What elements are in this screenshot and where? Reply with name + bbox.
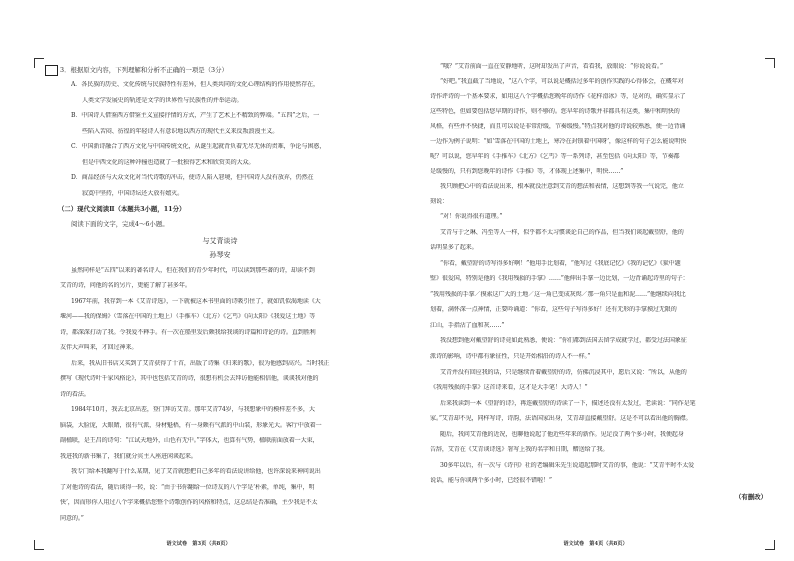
article-line: 派诗的影响，诗中都有象征性，只是开始相沿的诗人不一样。” — [430, 353, 591, 360]
article-line: 艾青的诗，问他的名的另片，更能了解了甚多年。 — [60, 282, 191, 289]
article-line: 1984年10月，我去北京出差，登门拜访艾青。那年艾青74岁，与我想象中的模样差不多，大 — [71, 406, 315, 413]
article-line: 这些特色，但如要包括您早期的诗作，则不够的。您早年的诗歌并非都具有这类，集中和明快的 — [430, 108, 680, 115]
article-line: 诗，都深深打动了我。令我爱不释手。有一次在船里发后颇我给我谈的诗篇和诗论的诗。直到胜利 — [60, 329, 316, 336]
article-line: 告辞，艾青在《艾青谈诗选》署写上我的名字和日期，赠送给了我。 — [430, 446, 609, 453]
article-line: 江山，手指沾了血和灰……” — [430, 322, 505, 329]
article-line: 《我用残损的手掌》这首诗来看，这才是大手笔！大诗人！” — [430, 384, 588, 391]
article-line: 随后，我问艾青他的近况，也聊他说起了他近些年来的新作。见足没了两个多小时，我便起身 — [440, 431, 684, 438]
article-line: 堰河——我的保姆》（雪落在中国的土地上）（手推车）（北方）《乞丐》《向太阳》《我爱这土地》等 — [60, 313, 316, 320]
article-line: 1967年前，我存到一本《艾青诗选》，一下就被这本书里面的诗吸引住了，就如饥似渴地读《大 — [71, 298, 321, 305]
article-line: “我用残损的手掌／摸索这广大的土地／这一角已变成灰烬／那一角只是血和泥……”他继续向我比 — [430, 291, 686, 298]
article-line: 友伴大声叫来，才回过神来。 — [60, 344, 138, 351]
option-b-line1: B．中国诗人借鉴西方借鉴主义宣接抒情的方式，产生了艺术上不精致的弊端。“五四”之后，一 — [71, 112, 320, 119]
article-line: 一边作为例子说明：“如‘雪落在中国的土地上，寒冷在封锁着中国呀’，像这样的句子怎么能说明快 — [430, 138, 687, 145]
option-c-line2: 但是中西文化的这种冲撞也造就了一批独得艺术和欣赏美的大众。 — [82, 159, 255, 166]
article-line: 艾青并没有回应我的话，只是继续背着戴望舒的诗，仿佛沉浸其中，愿后又说：“所以，从他的 — [440, 369, 687, 376]
article-line: 我进我的新书集了，我们就分宾主入座进闲谈起来。 — [60, 453, 197, 460]
article-line: 后来，我从旧书店又买到了艾青获得了十首，出版了诗集《归来的歌》，很为他感到高兴。当时我正 — [71, 360, 330, 367]
article-line: 副楹联，是王昌的诗句：“江试天地外，山色有无中。”字体大，也算有气势，楹联前面放着一大束， — [60, 437, 319, 444]
article-line: 了对他诗的看法，随后谈得一转，说：“由于书你翻给一位诗友的八个字是‘朴素，单纯，集中，明 — [60, 484, 315, 491]
option-d-line2: 寂寞中坚持，中国诗坛还大放有嬉灭。 — [82, 190, 184, 197]
option-d-line1: D．商品经济与大众文化对当代诗歌的冲击，使诗人陷入窘境，但中国诗人没有放弃，仍然在 — [71, 174, 314, 181]
article-title: 与艾青谈诗 — [202, 237, 238, 245]
article-line: 家。”艾青却不见，同样写诗，诗韵，法语国家出身，艾青却直接戴望舒。这是不可以看出他的胸襟。 — [430, 415, 692, 422]
option-a-line1: A．各民族的历史、文化传统与民族特性有差异，但人类共同的文化心理结构的作用使然存在， — [71, 81, 319, 88]
answer-box[interactable] — [45, 65, 58, 76]
right-exam-page — [397, 0, 794, 561]
article-line: 划着，满怀深一点神情，正要吟诵道：“你看，这些句子写得多好！还有无形的手掌摸过无限的 — [430, 306, 677, 313]
article-line: 虽然同样是“五四”以来的著名诗人，但在我们的青少年时代，可以读到那些著的诗，却读不到 — [71, 267, 315, 274]
article-line: 我没想到他对戴望舒的诗竟如此熟悉，便说：“你们都到法国去留学成就学过，都受过法国象征 — [440, 337, 687, 344]
crop-mark-top-right — [765, 58, 775, 68]
article-line: 30多年以后，有一次与《诗刊》社的老编辑朱先生说道起那时艾青的事，他说：“艾青平时不太爱 — [440, 462, 695, 469]
article-line: 话明显多了起来。 — [430, 244, 478, 251]
article-line: 脑袋，大脸庞，大眼睛，很有气派，身材魁梧，有一身颇有气派的中山装，形象光大。客厅中放着一 — [60, 422, 322, 429]
article-line: 后来我读到一本《望舒的诗》，再连戴望舒的诗读了一下，描述还没有太发过，老读说：“同作是笔 — [440, 400, 696, 407]
article-line: 快’，因而形你人用过八个字来概括您整个诗歌创作的风格和特点，这总结是否准确，主少我是不太 — [60, 499, 318, 506]
article-line: “对！你说得很有道理。” — [440, 213, 503, 220]
article-line: 呢？可以说，您早年的《手推车》《北方》《乞丐》等一系列诗，甚至包括《向太阳》等，节奏都 — [430, 153, 680, 160]
crop-mark-top-left — [34, 58, 44, 68]
option-b-line2: 些陷入苦闷、彷徨的年轻诗人有意识地以西方的现代主义来反叛浪漫主义。 — [82, 128, 279, 135]
article-line: 壁》很爱国，特别是他的《我用残损的手掌》……”他伸出手掌一边比划，一边背诵起诗里的句子： — [430, 275, 689, 282]
article-line: 我专门给本我翻写于什么某期，见了艾青就想把自己多年的看法说讲给他，也许深说来神问说出 — [71, 468, 321, 475]
article-line: 刻说： — [430, 198, 448, 205]
article-author: 孙琴安 — [209, 251, 231, 259]
question-3-stem: 3．根据原文内容，下列理解和分析不正确的一项是（3分） — [60, 66, 228, 74]
article-line: 我只顾把心中的看法说出来，根本就没注意到艾青的想法和表情，这想到等我一气说完，他立 — [440, 183, 684, 190]
page-footer: 语文试卷 第4页（共8页） — [563, 541, 628, 547]
reading-instruction: 阅读下面的文字，完成4～6小题。 — [71, 220, 169, 228]
page-footer: 语文试卷 第3页（共8页） — [166, 541, 231, 547]
section-heading: （二）现代文阅读Ⅱ（本题共3小题，11分） — [58, 205, 186, 213]
article-line: 说话，能与你谈两个多小时，已经很不错啦！” — [430, 477, 552, 484]
article-line: 同意的。” — [60, 515, 84, 522]
article-line: 是缓慢的，只有到您晚年的诗作《手推》等，才体现上述集中，明快……” — [430, 168, 624, 175]
article-line: 诗的看法。 — [60, 391, 90, 398]
article-line: 艾青与于之琳、冯至等人一样，似乎都不太习惯谈论自己的作品，但当我们谈起戴望舒，他的 — [440, 229, 684, 236]
article-line: “哦？”艾青前面一直在安静地听，这时却发出了声音，看看我，放眼说：“你说说看。” — [440, 63, 663, 70]
option-c-line1: C．中国新诗融合了西方文化与中国传统文化，从诞生起就背负着无尽无休的责难，争论与困惑， — [71, 143, 326, 150]
article-line: 诗作评诗的一个基本要求，如用这八个字概括您晚年的诗作《花样滑冰》等，是对的，确实显示了 — [430, 93, 686, 100]
article-line: 撰写《现代诗叶千家风格论》，其中也包括艾青的诗，很想有机会去拜访他能相信他，谈谈我对他的 — [60, 375, 319, 382]
article-line: 风格，有些并不快捷，而且可以说是非常舒缓，节奏缓慢。”特点我对他的诗说较熟悉，便一边背诵 — [430, 123, 686, 130]
article-line: “好吧。”我直截了当地说，“这八个字，可以说是概括过多年的创作实践的心得体会，在概年对 — [440, 78, 684, 85]
attribution-note: （有删改） — [735, 493, 767, 501]
option-a-line2: 人类文学发展史的轨迹是文学的世界性与民族性的并举运动。 — [82, 97, 243, 104]
article-line: “你看，戴望舒的诗写得多好啊！”他用手比划着，“他写过《我底记忆》《我的记忆》《狱中题 — [440, 260, 681, 267]
